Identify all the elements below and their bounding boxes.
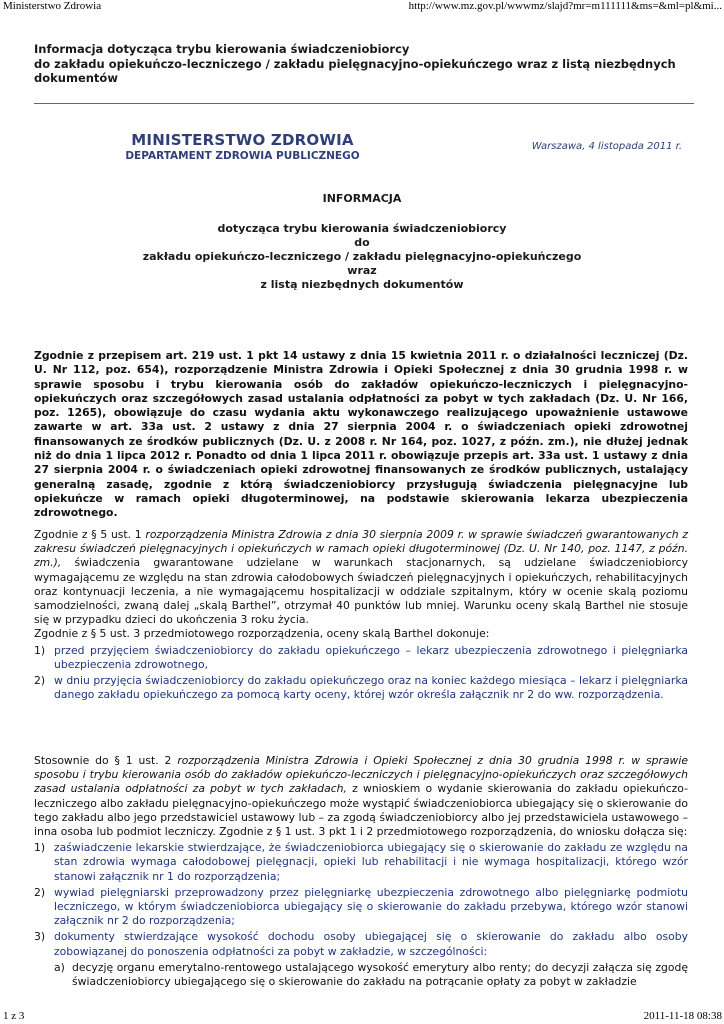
section-referral-intro bbox=[34, 754, 688, 839]
regulation-citation: rozporządzenia Ministra Zdrowia i Opieki Społecznej z dnia 30 grudnia 1998 r. w sprawie sposobu i trybu kierowania osób do zakładów opiekuńczo-leczniczych i pielęgnacyjno-opiekuńczych oraz szczegółowych zasad ustalania odpłatności za pobyt w tych zakładach, bbox=[34, 754, 688, 796]
intro-text: Zgodnie z § 5 ust. 1 bbox=[34, 528, 146, 541]
list-item-number: 2) bbox=[34, 885, 46, 899]
info-heading-block bbox=[34, 192, 690, 292]
sub-list-item-text: decyzję organu emerytalno-rentowego ustalającego wysokość emerytury albo renty; do decyzji załącza się zgodę świadczeniobiorcy ubiegającego się o skierowanie do zakładu na potrącanie opłaty za pobyt w zakładzie bbox=[72, 960, 688, 989]
list-item-number: 1) bbox=[34, 841, 46, 855]
page-indicator: 1 z 3 bbox=[3, 1010, 25, 1022]
title-divider bbox=[34, 103, 694, 104]
page-tab-title: Ministerstwo Zdrowia bbox=[3, 0, 102, 12]
document-title-line: Informacja dotycząca trybu kierowania świadczeniobiorcy bbox=[34, 42, 410, 56]
ministry-letterhead bbox=[110, 131, 375, 163]
intro-body: świadczenia gwarantowane udzielane w warunkach stacjonarnych, są udzielane świadczeniobiorcy wymagającemu ze względu na stan zdrowia całodobowych świadczeń pielęgnacyjnych i opiekuńczych, rehabilitacyjnych oraz kontynuacji leczenia, a nie wymagającemu hospitalizacji w oddziale szpitalnym, który w ocenie skalą poziomu samodzielności, zwaną dalej „skalą Barthel”, otrzymał 40 punktów lub mniej. Warunku oceny skalą Barthel nie stosuje się w przypadku dzieci do ukończenia 3 roku życia. bbox=[34, 556, 688, 627]
section-barthel bbox=[34, 528, 688, 702]
intro-text: Stosownie do § 1 ust. 2 bbox=[34, 754, 178, 767]
regulation-citation: rozporządzenia Ministra Zdrowia z dnia 30 sierpnia 2009 r. w sprawie świadczeń gwarantowanych z zakresu świadczeń pielęgnacyjnych i opiekuńczych w ramach opieki długoterminowej (Dz. U. Nr 140, poz. 1147, z późn. zm.), bbox=[34, 528, 688, 570]
list-item bbox=[34, 644, 688, 672]
info-line: zakładu opiekuńczo-leczniczego / zakładu pielęgnacyjno-opiekuńczego bbox=[142, 250, 582, 263]
info-line: do bbox=[354, 236, 370, 249]
info-line: z listą niezbędnych dokumentów bbox=[260, 278, 464, 291]
document-title bbox=[34, 42, 694, 86]
info-line: dotycząca trybu kierowania świadczeniobiorcy bbox=[217, 222, 507, 235]
list-item bbox=[34, 674, 688, 702]
list-item-text: wywiad pielęgniarski przeprowadzony przez pielęgniarkę ubezpieczenia zdrowotnego albo pielęgniarkę podmiotu leczniczego, w którym świadczeniobiorca ubiegający się o skierowanie do zakładu przebywa, którego wzór stanowi załącznik nr 2 do rozporządzenia; bbox=[54, 885, 688, 928]
list-item-text: w dniu przyjęcia świadczeniobiorcy do zakładu opiekuńczego oraz na koniec każdego miesiąca – lekarz i pielęgniarka danego zakładu opiekuńczego za pomocą karty oceny, której wzór określa załącznik nr 2 do ww. rozporządzenia. bbox=[54, 674, 688, 702]
legal-basis-paragraph: Zgodnie z przepisem art. 219 ust. 1 pkt 14 ustawy z dnia 15 kwietnia 2011 r. o działalności leczniczej (Dz. U. Nr 112, poz. 654), rozporządzenie Ministra Zdrowia i Opieki Społecznej z dnia 30 grudnia 1998 r. w sprawie sposobu i trybu kierowania osób do zakładów opiekuńczo-leczniczych i pielęgnacyjno-opiekuńczych oraz szczegółowych zasad ustalania odpłatności za pobyt w tych zakładach (Dz. U. Nr 166, poz. 1265), obowiązuje do czasu wydania aktu wykonawczego realizującego upoważnienie ustawowe zawarte w art. 33a ust. 2 ustawy z dnia 27 sierpnia 2004 r. o świadczeniach opieki zdrowotnej finansowanych ze środków publicznych (Dz. U. z 2008 r. Nr 164, poz. 1027, z późn. zm.), nie dłużej jednak niż do dnia 1 lipca 2012 r. Ponadto od dnia 1 lipca 2011 r. obowiązuje przepis art. 33a ust. 1 ustawy z dnia 27 sierpnia 2004 r. o świadczeniach opieki zdrowotnej finansowanych ze środków publicznych, ustalający generalną zasadę, zgodnie z którą świadczeniobiorcy przysługują świadczenia pielęgnacyjne lub opiekuńcze w ramach opieki długoterminowej, na podstawie skierowania lekarza ubezpieczenia zdrowotnego. bbox=[34, 349, 688, 520]
print-timestamp: 2011-11-18 08:38 bbox=[643, 1010, 722, 1022]
list-item bbox=[34, 886, 688, 929]
list-item-text: zaświadczenie lekarskie stwierdzające, że świadczeniobiorca ubiegający się o skierowanie do zakładu ze względu na stan zdrowia wymaga całodobowej pielęgnacji, opieki lub rehabilitacji i nie wymaga hospitalizacji, którego wzór stanowi załącznik nr 1 do rozporządzenia; bbox=[54, 841, 688, 883]
section-barthel-lead: Zgodnie z § 5 ust. 3 przedmiotowego rozporządzenia, oceny skalą Barthel dokonuje: bbox=[34, 627, 490, 641]
info-heading: INFORMACJA bbox=[322, 192, 402, 205]
list-item-text: dokumenty stwierdzające wysokość dochodu osoby ubiegającej się o skierowanie do zakładu albo osoby zobowiązanej do ponoszenia odpłatności za pobyt w zakładzie, w szczególności: bbox=[54, 930, 688, 958]
sub-list-item-letter: a) bbox=[54, 960, 65, 974]
section-referral bbox=[34, 754, 688, 989]
list-item bbox=[34, 930, 688, 958]
document-title-line: do zakładu opiekuńczo-leczniczego / zakładu pielęgnacyjno-opiekuńczego wraz z listą niezbędnych bbox=[34, 56, 676, 71]
ministry-name: MINISTERSTWO ZDROWIA bbox=[131, 131, 354, 149]
intro-body: z wnioskiem o wydanie skierowania do zakładu opiekuńczo-leczniczego albo zakładu pielęgnacyjno-opiekuńczego może wystąpić świadczeniobiorca ubiegający się o skierowanie do tego zakładu albo jego przedstawiciel ustawowy lub – za zgodą świadczeniobiorcy albo jej przedstawiciela ustawowego – inna osoba lub podmiot leczniczy. Zgodnie z § 1 ust. 3 pkt 1 i 2 przedmiotowego rozporządzenia, do wniosku dołącza się: bbox=[34, 782, 689, 839]
list-item-number: 2) bbox=[34, 674, 46, 688]
list-item-number: 1) bbox=[34, 643, 46, 657]
list-item bbox=[34, 841, 688, 884]
print-footer bbox=[0, 1010, 724, 1024]
page-url[interactable]: http://www.mz.gov.pl/wwwmz/slajd?mr=m111111&ms=&ml=pl&mi... bbox=[408, 0, 722, 12]
info-line: wraz bbox=[347, 264, 377, 277]
print-header bbox=[0, 0, 724, 14]
list-item-text: przed przyjęciem świadczeniobiorcy do zakładu opiekuńczego – lekarz ubezpieczenia zdrowotnego i pielęgniarka ubezpieczenia zdrowotnego, bbox=[54, 643, 688, 671]
list-item-number: 3) bbox=[34, 930, 46, 944]
document-date: Warszawa, 4 listopada 2011 r. bbox=[531, 141, 682, 152]
section-barthel-intro bbox=[34, 528, 688, 627]
sub-list-item bbox=[34, 961, 688, 989]
document-title-line: dokumentów bbox=[34, 71, 118, 85]
department-name: DEPARTAMENT ZDROWIA PUBLICZNEGO bbox=[125, 150, 360, 162]
